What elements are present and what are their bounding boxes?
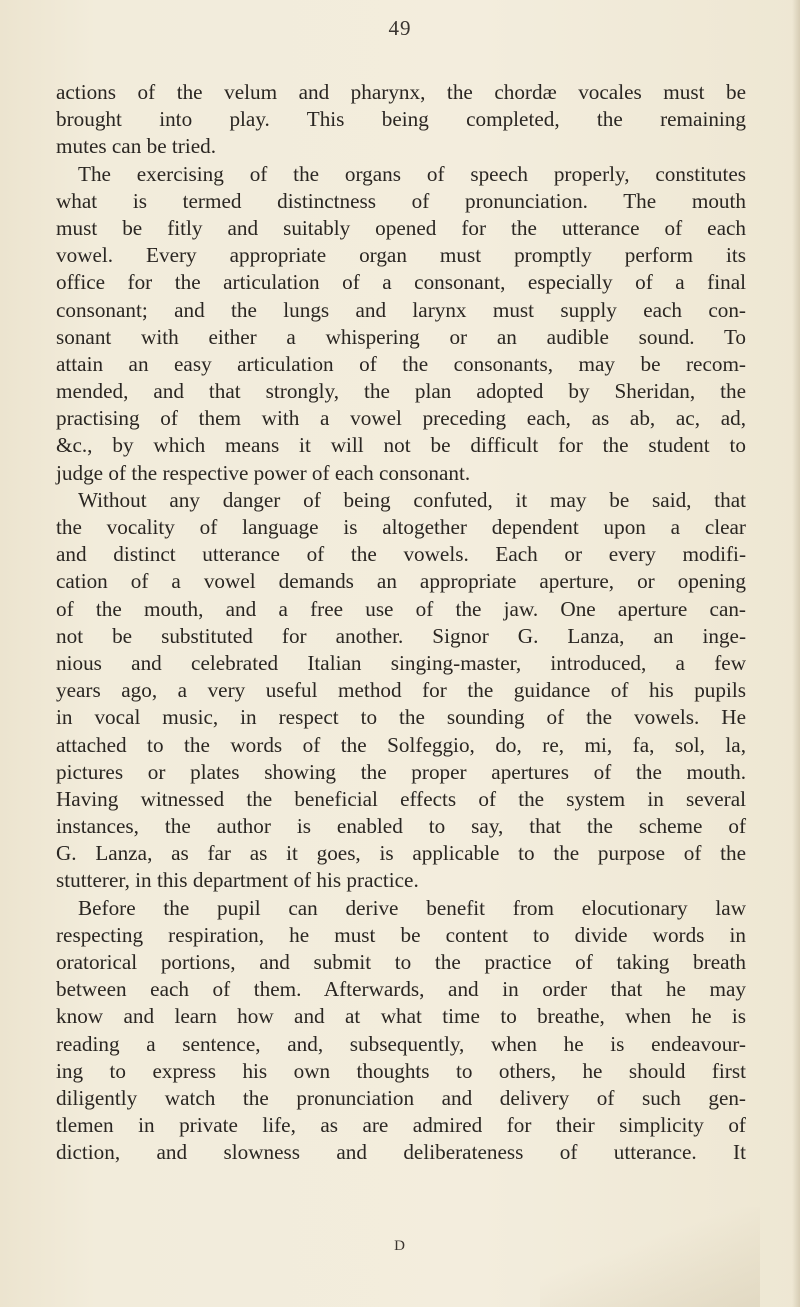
text-line: mutes can be tried.	[56, 134, 217, 159]
text-line: nious and celebrated Italian singing-master, introduced, a few	[56, 650, 746, 675]
text-line: pictures or plates showing the proper apertures of the mouth.	[56, 759, 746, 784]
text-line: consonant; and the lungs and larynx must supply each con-	[56, 297, 746, 322]
text-line: actions of the velum and pharynx, the chordæ vocales must be	[56, 80, 746, 104]
page-number: 49	[388, 16, 412, 40]
text-line: between each of them. Afterwards, and in order that he may	[56, 977, 746, 1002]
page-edge-shadow	[792, 0, 800, 1307]
text-line: diligently watch the pronunciation and delivery of such gen-	[56, 1085, 746, 1110]
text-line: of the mouth, and a free use of the jaw. One aperture can-	[56, 596, 746, 621]
text-line: the vocality of language is altogether dependent upon a clear	[56, 515, 746, 539]
text-line: Before the pupil can derive benefit from elocutionary law	[78, 895, 746, 920]
text-line: practising of them with a vowel preceding each, as ab, ac, ad,	[56, 406, 746, 431]
text-line: reading a sentence, and, subsequently, when he is endeavour-	[56, 1031, 746, 1056]
text-line: stutterer, in this department of his practice.	[56, 868, 419, 893]
text-line: oratorical portions, and submit to the practice of taking breath	[56, 950, 746, 974]
text-line: years ago, a very useful method for the guidance of his pupils	[56, 678, 746, 703]
text-line: must be fitly and suitably opened for the utterance of each	[56, 215, 746, 240]
text-line: attain an easy articulation of the consonants, may be recom-	[56, 351, 746, 376]
body-text	[56, 79, 746, 1167]
text-line: tlemen in private life, as are admired for their simplicity of	[56, 1113, 746, 1138]
text-line: &c., by which means it will not be difficult for the student to	[56, 433, 746, 458]
text-line: what is termed distinctness of pronunciation. The mouth	[56, 188, 746, 213]
text-line: and distinct utterance of the vowels. Each or every modifi-	[56, 542, 746, 567]
text-line: attached to the words of the Solfeggio, do, re, mi, fa, sol, la,	[56, 732, 746, 757]
text-line: brought into play. This being completed, the remaining	[56, 107, 746, 132]
text-line: in vocal music, in respect to the sounding of the vowels. He	[56, 705, 746, 730]
text-line: not be substituted for another. Signor G. Lanza, an inge-	[56, 623, 746, 648]
text-line: vowel. Every appropriate organ must promptly perform its	[56, 243, 746, 268]
page-fold-shadow	[540, 1207, 760, 1307]
text-line: instances, the author is enabled to say, that the scheme of	[56, 814, 746, 839]
text-line: diction, and slowness and deliberateness of utterance. It	[56, 1140, 746, 1165]
text-line: ing to express his own thoughts to others, he should first	[56, 1058, 746, 1083]
text-line: cation of a vowel demands an appropriate aperture, or opening	[56, 569, 746, 594]
text-line: Having witnessed the beneficial effects of the system in several	[56, 786, 746, 811]
text-line: office for the articulation of a consonant, especially of a final	[56, 270, 746, 295]
text-line: judge of the respective power of each consonant.	[56, 460, 471, 485]
signature-mark: D	[394, 1238, 406, 1254]
text-line: G. Lanza, as far as it goes, is applicable to the purpose of the	[56, 841, 746, 866]
text-line: mended, and that strongly, the plan adopted by Sheridan, the	[56, 379, 746, 404]
text-line: sonant with either a whispering or an audible sound. To	[56, 324, 746, 349]
text-line: respecting respiration, he must be content to divide words in	[56, 922, 746, 947]
text-line: Without any danger of being confuted, it may be said, that	[78, 487, 746, 512]
text-line: The exercising of the organs of speech properly, constitutes	[78, 161, 746, 186]
text-line: know and learn how and at what time to breathe, when he is	[56, 1004, 746, 1029]
